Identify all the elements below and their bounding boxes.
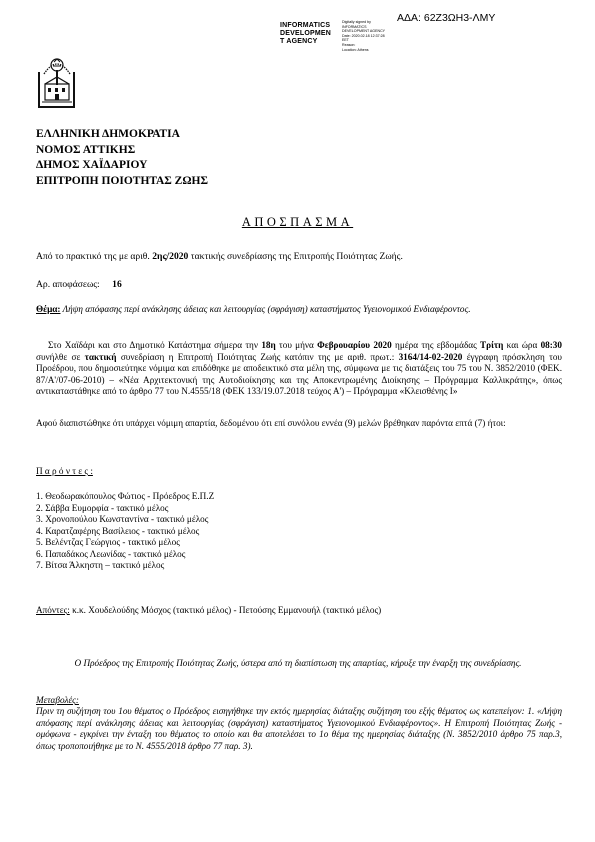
stamp-detail-line: Reason: [342, 42, 356, 47]
stamp-detail-line: Date: 2020.02.18 12:37:28 [342, 33, 385, 38]
header-prefecture: ΝΟΜΟΣ ΑΤΤΙΚΗΣ [36, 143, 136, 156]
issuer-header [36, 127, 208, 189]
subject-text: Λήψη απόφασης περί ανάκλησης άδειας και λειτουργίας (σφράγιση) καταστήματος Υγειονομικού Ενδιαφέροντος. [60, 304, 471, 314]
members-list [36, 491, 214, 572]
subject [36, 304, 562, 316]
document-title: ΑΠΟΣΠΑΣΜΑ [241, 215, 354, 229]
meeting-number: 2ης/2020 [152, 251, 189, 262]
decision-value: 16 [112, 279, 122, 290]
header-republic: ΕΛΛΗΝΙΚΗ ΔΗΜΟΚΡΑΤΙΑ [36, 128, 180, 140]
signature-stamp-details [342, 20, 402, 52]
signature-stamp-org [280, 22, 331, 46]
meeting-body: Στο Χαϊδάρι και στο Δημοτικό Κατάστημα σήμερα την 18η του μήνα Φεβρουαρίου 2020 ημέρα της εβδομάδας Τρίτη και ώρα 08:30 συνήλθε σε τακτική συνεδρίαση η Επιτροπή Ποιότητας Ζωής κατόπιν της με αριθ. πρωτ.: 3164/14-02-2020 έγγραφη πρόσκληση του Προέδρου, που δημοσιεύτηκε νόμιμα και επιδόθηκε με αποδεικτικό στα μέλη της, σύμφωνα με τις διατάξεις του 75 του Ν. 3852/2010 (ΦΕΚ. 87/Α'/07-06-2010) – «Νέα Αρχιτεκτονική της Αυτοδιοίκησης και της Αποκεντρωμένης Διοίκησης – Πρόγραμμα Καλλικράτης», όπως αντικαταστάθηκε από το άρθρο 77 του Ν.4555/18 (ΦΕΚ 133/19.07.2018 τεύχος Α') – Πρόγραμμα «Κλεισθένης Ι» [36, 340, 562, 396]
list-item: 4. Καρατζαφέρης Βασίλειος - τακτικό μέλος [36, 525, 200, 536]
header-municipality: ΔΗΜΟΣ ΧΑΪΔΑΡΙΟΥ [36, 159, 148, 171]
session-opening: Ο Πρόεδρος της Επιτροπής Ποιότητας Ζωής, ύστερα από τη διαπίστωση της απαρτίας, κήρυξε την έναρξη της συνεδρίασης. [74, 658, 522, 668]
list-item: 7. Βίτσα Άλκηστη – τακτικό μέλος [36, 560, 165, 570]
decision-label: Αρ. αποφάσεως: [36, 279, 100, 290]
changes-text: Πριν τη συζήτηση του 1ου θέματος ο Πρόεδρος εισηγήθηκε την εκτός ημερησίας διάταξης συζήτηση του εξής θέματος ως κατεπείγον: 1. «Λήψη απόφασης περί ανάκλησης άδειας και λειτουργίας (σφράγιση) καταστήματος Υγειονομικού Ενδιαφέροντος». Η Επιτροπή Ποιότητας Ζωής - ομόφωνα - εγκρίνει την ένταξη του θέματος το οποίο και θα αποτελέσει το 1ο θέμα της ημερησίας διάταξης (Ν. 3852/2010 άρθρο 75 παρ.3, όπως τροποποιήθηκε με το Ν. 4555/2018 άρθρο 77 παρ. 3). [36, 706, 562, 751]
stamp-detail-line: Location: Athens [342, 47, 369, 52]
ada-code: ΑΔΑ: 62Ζ3ΩΗ3-ΛΜΥ [397, 12, 496, 24]
stamp-detail-line: EET [342, 38, 349, 43]
list-item: 1. Θεοδωρακόπουλος Φώτιος - Πρόεδρος Ε.Π.Ζ [36, 491, 215, 501]
stamp-line: T AGENCY [280, 38, 318, 45]
intro-line: Από το πρακτικό της με αριθ. 2ης/2020 τακτικής συνεδρίασης της Επιτροπής Ποιότητας Ζωής. [36, 251, 403, 262]
quorum-paragraph: Αφού διαπιστώθηκε ότι υπάρχει νόμιμη απαρτία, δεδομένου ότι επί συνόλου εννέα (9) μελών βρέθηκαν παρόντα επτά (7) ήτοι: [36, 418, 506, 428]
decision-number [36, 279, 122, 291]
header-committee: ΕΠΙΤΡΟΠΗ ΠΟΙΟΤΗΤΑΣ ΖΩΗΣ [36, 174, 209, 187]
stamp-line: INFORMATICS [280, 22, 331, 29]
absent-line [36, 605, 562, 617]
stamp-detail-line: DEVELOPMENT AGENCY [342, 29, 386, 34]
list-item: 2. Σάββα Ευμορφία - τακτικό μέλος [36, 502, 169, 513]
municipality-logo [36, 50, 78, 117]
present-label: Π α ρ ό ν τ ε ς : [36, 466, 93, 476]
absent-text: κ.κ. Χουδελούδης Μόσχος (τακτικό μέλος) - Πετούσης Εμμανουήλ (τακτικό μέλος) [69, 605, 382, 615]
stamp-detail-line: INFORMATICS [342, 24, 367, 29]
list-item: 6. Παπαδάκος Λεωνίδας - τακτικό μέλος [36, 548, 186, 559]
list-item: 3. Χρονοπούλου Κωνσταντίνα - τακτικό μέλος [36, 514, 209, 524]
absent-label: Απόντες: [36, 605, 70, 615]
stamp-detail-line: Digitally signed by [342, 20, 371, 24]
changes-label: Μεταβολές: [36, 695, 79, 705]
stamp-line: DEVELOPMEN [280, 30, 332, 37]
subject-label: Θέμα: [36, 304, 61, 314]
list-item: 5. Βελέντζας Γεώργιος - τακτικό μέλος [36, 537, 180, 547]
